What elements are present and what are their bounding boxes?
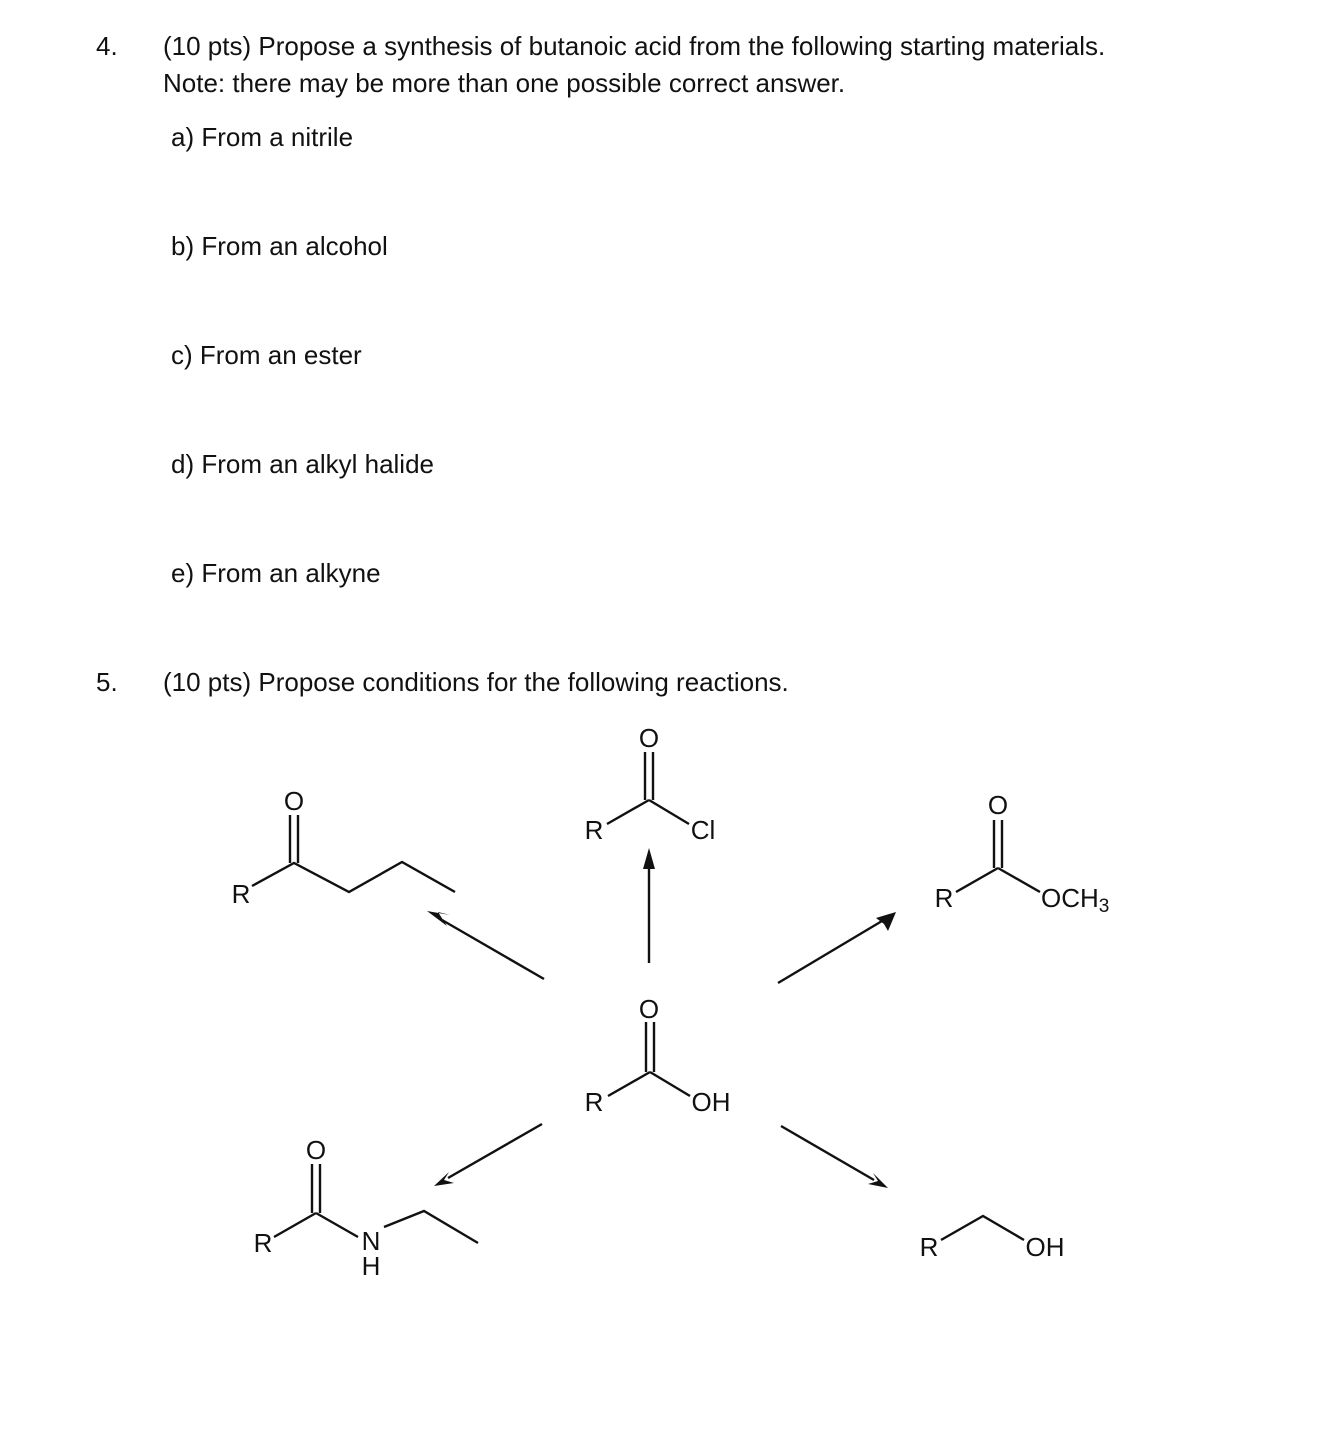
carboxylic-acid-structure bbox=[585, 994, 731, 1117]
amide-o-label: O bbox=[305, 1135, 327, 1165]
ester-och-text: OCH bbox=[1041, 883, 1099, 913]
q4-part-d: d) From an alkyl halide bbox=[171, 449, 434, 479]
amide-structure bbox=[254, 1135, 478, 1281]
center-carbonyl-o-label: O bbox=[638, 994, 660, 1024]
amide-n-label: N bbox=[361, 1226, 381, 1256]
acyl-chloride-r-label: R bbox=[584, 815, 604, 845]
arrow-to-methyl-ester bbox=[778, 912, 896, 983]
q4-part-c: c) From an ester bbox=[171, 340, 362, 370]
ketone-r-label: R bbox=[231, 879, 251, 909]
question-5-number: 5. bbox=[96, 667, 118, 697]
ester-och3-label bbox=[1041, 883, 1109, 917]
methyl-ester-structure bbox=[935, 790, 1110, 917]
ester-subscript-3: 3 bbox=[1098, 896, 1110, 917]
question-5-prompt: (10 pts) Propose conditions for the following reactions. bbox=[163, 667, 789, 697]
center-oh-label: OH bbox=[691, 1087, 731, 1117]
acid-chloride-structure bbox=[585, 723, 716, 845]
ketone-o-label: O bbox=[283, 786, 305, 816]
primary-alcohol-structure bbox=[920, 1216, 1065, 1262]
amide-r-label: R bbox=[253, 1228, 273, 1258]
arrow-to-alcohol bbox=[781, 1126, 888, 1188]
q4-part-b: b) From an alcohol bbox=[171, 231, 388, 261]
arrow-to-ketone bbox=[427, 911, 544, 979]
ester-o-label: O bbox=[987, 790, 1009, 820]
question-4-number: 4. bbox=[96, 31, 118, 61]
acyl-chloride-cl-label: Cl bbox=[690, 815, 716, 845]
ester-r-label: R bbox=[934, 883, 954, 913]
q4-part-a: a) From a nitrile bbox=[171, 122, 354, 152]
amide-h-label: H bbox=[361, 1251, 381, 1281]
arrow-to-acid-chloride bbox=[643, 848, 655, 963]
ketone-structure bbox=[232, 786, 455, 909]
q4-part-e: e) From an alkyne bbox=[171, 558, 381, 588]
center-r-label: R bbox=[584, 1087, 604, 1117]
alcohol-oh-label: OH bbox=[1025, 1232, 1065, 1262]
acyl-chloride-o-label: O bbox=[638, 723, 660, 753]
arrow-to-amide bbox=[434, 1124, 542, 1186]
question-4-prompt: (10 pts) Propose a synthesis of butanoic acid from the following starting materials. bbox=[163, 31, 1106, 61]
question-4-note: Note: there may be more than one possible correct answer. bbox=[163, 68, 846, 98]
alcohol-r-label: R bbox=[919, 1232, 939, 1262]
